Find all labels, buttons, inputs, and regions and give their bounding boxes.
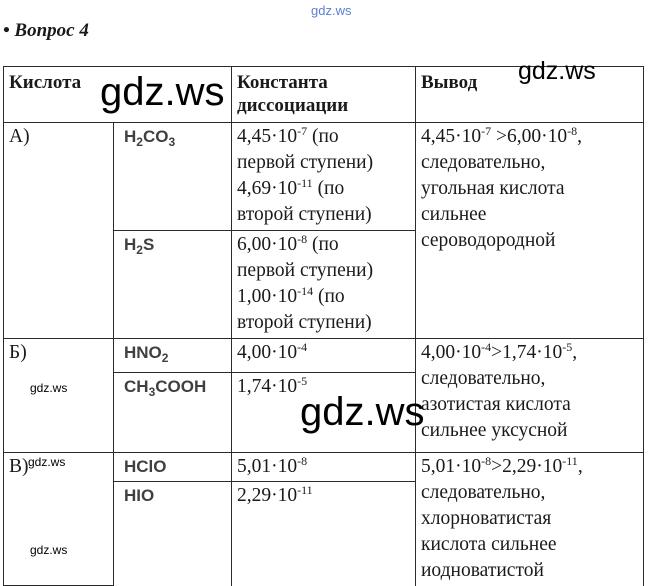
header-constant-line1: Константа [237, 72, 328, 93]
header-acid: Кислота [4, 67, 232, 123]
constant-cell: $4,45\cdot 10^{-7}$ (по первой ступени) $4,69\cdot 10^{-11}$ (по второй ступени) [232, 123, 416, 231]
watermark-left-bottom: gdz.ws [30, 543, 68, 557]
group-label-a: А) [4, 123, 114, 339]
formula-hclo: HClO [114, 453, 232, 482]
constant-cell: $6,00\cdot 10^{-8}$ (по первой ступени) $1,00\cdot 10^{-14}$ (по второй ступени) [232, 231, 416, 339]
formula-h2s: $H_2S$ [114, 231, 232, 339]
question-heading: • Вопрос 4 [3, 20, 89, 41]
table-row [4, 453, 644, 482]
formula-h2co3: $H_2CO_3$ [114, 123, 232, 231]
conclusion-cell-v: $5,01\cdot 10^{-8}>2,29\cdot 10^{-11}$, следовательно, хлорноватистая кислота сильнее иодноватистой [416, 453, 644, 586]
group-label-v: В) [4, 453, 114, 586]
conclusion-cell-a: $4,45\cdot 10^{-7} >6,00\cdot 10^{-8}$, следовательно, угольная кислота сильнее сероводородной [416, 123, 644, 339]
constant-cell: $5,01\cdot 10^{-8}$ [232, 453, 416, 482]
acid-table-wrapper [3, 66, 644, 586]
constant-cell: $4,00\cdot 10^{-4}$ [232, 339, 416, 373]
header-conclusion: Вывод [416, 67, 644, 123]
header-constant [232, 67, 416, 123]
watermark-center: gdz.ws [300, 390, 425, 434]
watermark-header: gdz.ws [100, 70, 225, 114]
table-row [4, 339, 644, 373]
constant-cell: $2,29\cdot 10^{-11}$ [232, 482, 416, 586]
header-constant-line2: диссоциации [237, 95, 349, 116]
constant-cell: $1,74\cdot 10^{-5}$ [232, 373, 416, 453]
watermark-left-b: gdz.ws [30, 381, 68, 395]
conclusion-cell-b: $4,00\cdot 10^{-4}>1,74\cdot 10^{-5}$, следовательно, азотистая кислота сильнее уксусной [416, 339, 644, 453]
formula-hio: HIO [114, 482, 232, 586]
acid-table [3, 66, 644, 586]
formula-hno2: $HNO_2$ [114, 339, 232, 373]
watermark-left-v: gdz.ws [28, 455, 66, 469]
watermark-header-right: gdz.ws [518, 57, 596, 85]
formula-ch3cooh: $CH_3COOH$ [114, 373, 232, 453]
watermark-top: gdz.ws [311, 3, 352, 18]
table-row [4, 123, 644, 231]
group-label-b: Б) [4, 339, 114, 453]
